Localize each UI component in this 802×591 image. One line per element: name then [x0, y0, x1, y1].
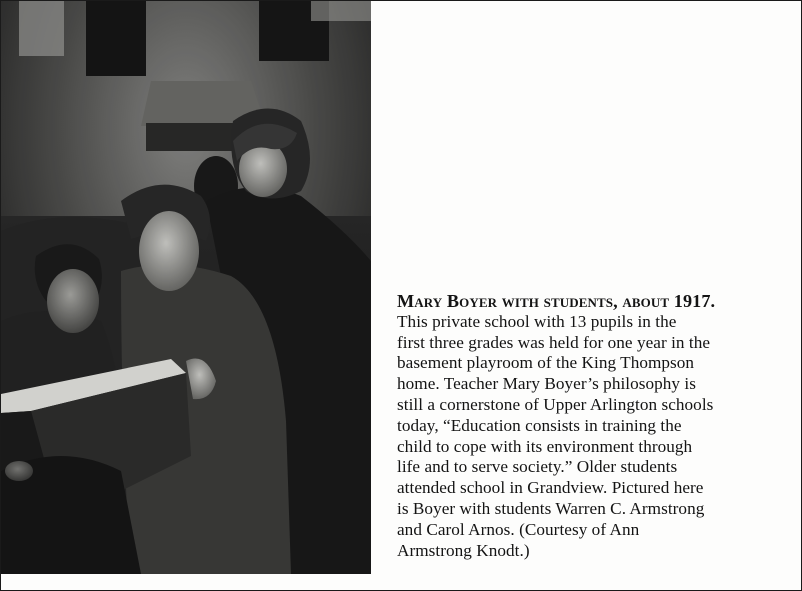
historic-photograph: [1, 1, 371, 574]
caption-title: Mary Boyer with students, about 1917.: [397, 291, 716, 311]
caption-line: is Boyer with students Warren C. Armstrong: [397, 498, 705, 518]
caption-line: attended school in Grandview. Pictured here: [397, 478, 704, 498]
caption-line: life and to serve society.” Older students: [397, 457, 678, 477]
caption-line: first three grades was held for one year in the: [397, 332, 711, 352]
caption-line: basement playroom of the King Thompson: [397, 353, 695, 373]
caption-line: child to cope with its environment through: [397, 436, 693, 456]
caption-line: still a cornerstone of Upper Arlington schools: [397, 394, 714, 414]
caption-line: and Carol Arnos. (Courtesy of Ann: [397, 519, 640, 539]
caption-line: This private school with 13 pupils in the: [397, 311, 677, 331]
historic-photo-icon: [1, 1, 371, 574]
caption-line: Armstrong Knodt.): [397, 540, 530, 560]
caption-line: today, “Education consists in training the: [397, 415, 682, 435]
caption-line: home. Teacher Mary Boyer’s philosophy is: [397, 374, 696, 394]
photo-caption: [397, 291, 797, 561]
